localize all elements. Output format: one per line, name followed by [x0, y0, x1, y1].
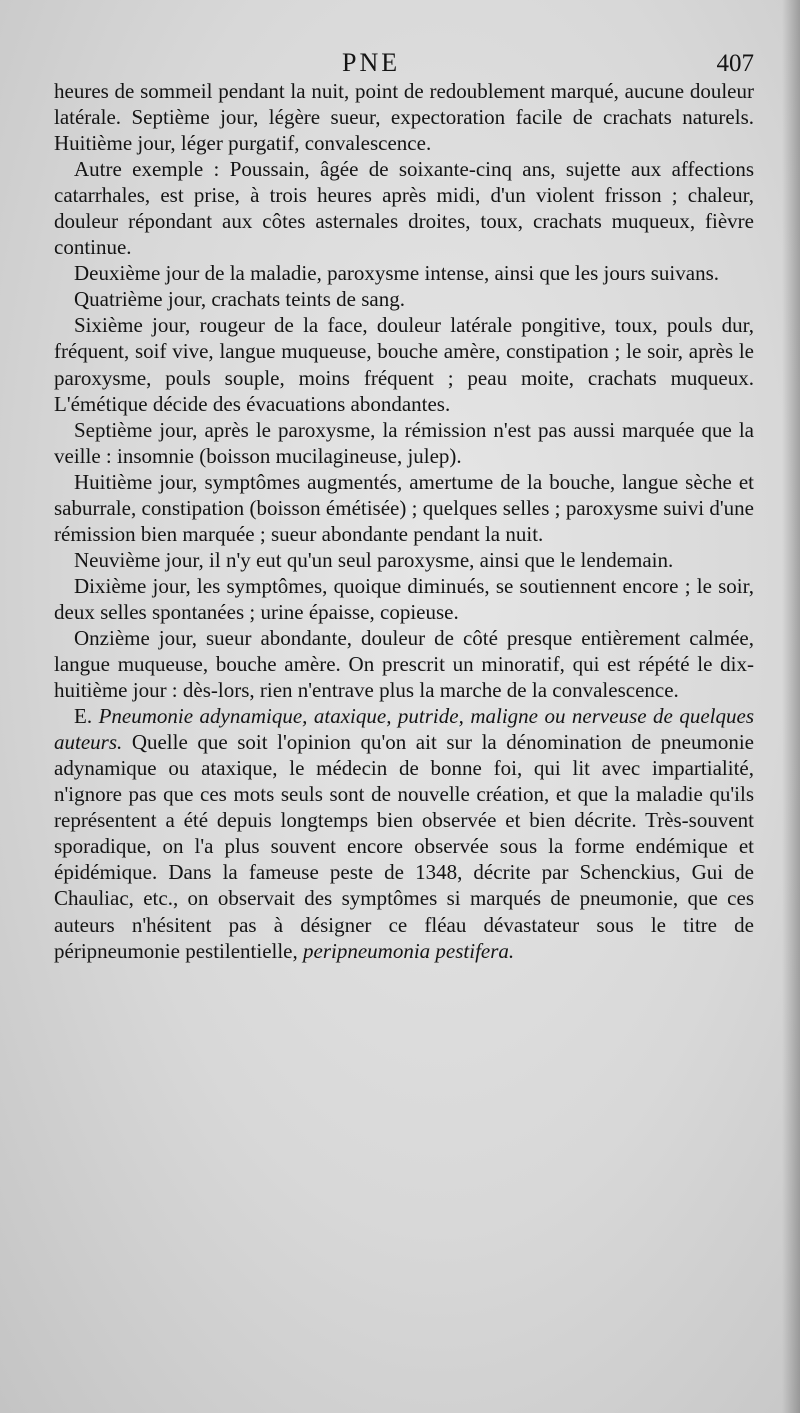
section-body: Quelle que soit l'opinion qu'on ait sur la dénomination de pneumonie adynamique ou ataxique, le médecin de bonne foi, qui lit avec impartialité, n'ignore pas que ces mots seuls sont de nouvelle création, et que la maladie qu'ils représentent a été depuis longtemps bien observée et bien décrite. Très-souvent sporadique, on l'a plus souvent encore observée sous la forme endémique et épidémique. Dans la fameuse peste de 1348, décrite par Schenckius, Gui de Chauliac, etc., on observait des symptômes si marqués de pneumonie, que ces auteurs n'hésitent pas à désigner ce fléau dévastateur sous le titre de péripneumonie pestilentielle,: [54, 730, 754, 963]
section-e-paragraph: [54, 703, 754, 963]
latin-term: peripneumonia pestifera.: [303, 938, 515, 963]
paragraph: Neuvième jour, il n'y eut qu'un seul paroxysme, ainsi que le lendemain.: [74, 547, 674, 572]
paragraph: Septième jour, après le paroxysme, la rémission n'est pas aussi marquée que la veille : insomnie (boisson mucilagineuse, julep).: [54, 417, 754, 468]
page-edge-shadow: [782, 0, 800, 1413]
paragraph: Sixième jour, rougeur de la face, douleur latérale pongitive, toux, pouls dur, fréquent, soif vive, langue muqueuse, bouche amère, constipation ; le soir, après le paroxysme, pouls souple, moins fréquent ; peau moite, crachats muqueux. L'émétique décide des évacuations abondantes.: [54, 313, 754, 416]
body-text: [54, 78, 754, 964]
section-letter: E.: [74, 704, 93, 729]
running-title: PNE: [342, 48, 401, 77]
page-number: 407: [716, 50, 754, 77]
paragraph: Huitième jour, symptômes augmentés, amertume de la bouche, langue sèche et saburrale, constipation (boisson émétisée) ; quelques selles ; paroxysme suivi d'une rémission bien marquée ; sueur abondante pendant la nuit.: [54, 469, 754, 546]
paragraph: heures de sommeil pendant la nuit, point de redoublement marqué, aucune douleur latérale. Septième jour, légère sueur, expectoration facile de crachats naturels. Huitième jour, léger purgatif, convalescence.: [54, 79, 754, 156]
running-head: [54, 48, 754, 82]
paragraph: Autre exemple : Poussain, âgée de soixante-cinq ans, sujette aux affections catarrhales, est prise, à trois heures après midi, d'un violent frisson ; chaleur, douleur répondant aux côtes asternales droites, toux, crachats muqueux, fièvre continue.: [54, 157, 754, 260]
paragraph: Dixième jour, les symptômes, quoique diminués, se soutiennent encore ; le soir, deux selles spontanées ; urine épaisse, copieuse.: [54, 573, 754, 624]
paragraph: Deuxième jour de la maladie, paroxysme intense, ainsi que les jours suivans.: [74, 261, 720, 286]
section-heading: Pneumonie adynamique, ataxique, putride, maligne ou nerveuse de quelques auteurs.: [54, 704, 754, 755]
paragraph: Onzième jour, sueur abondante, douleur de côté presque entièrement calmée, langue muqueuse, bouche amère. On prescrit un minoratif, qui est répété le dix-huitième jour : dès-lors, rien n'entrave plus la marche de la convalescence.: [54, 625, 754, 703]
paragraph: Quatrième jour, crachats teints de sang.: [74, 287, 405, 312]
